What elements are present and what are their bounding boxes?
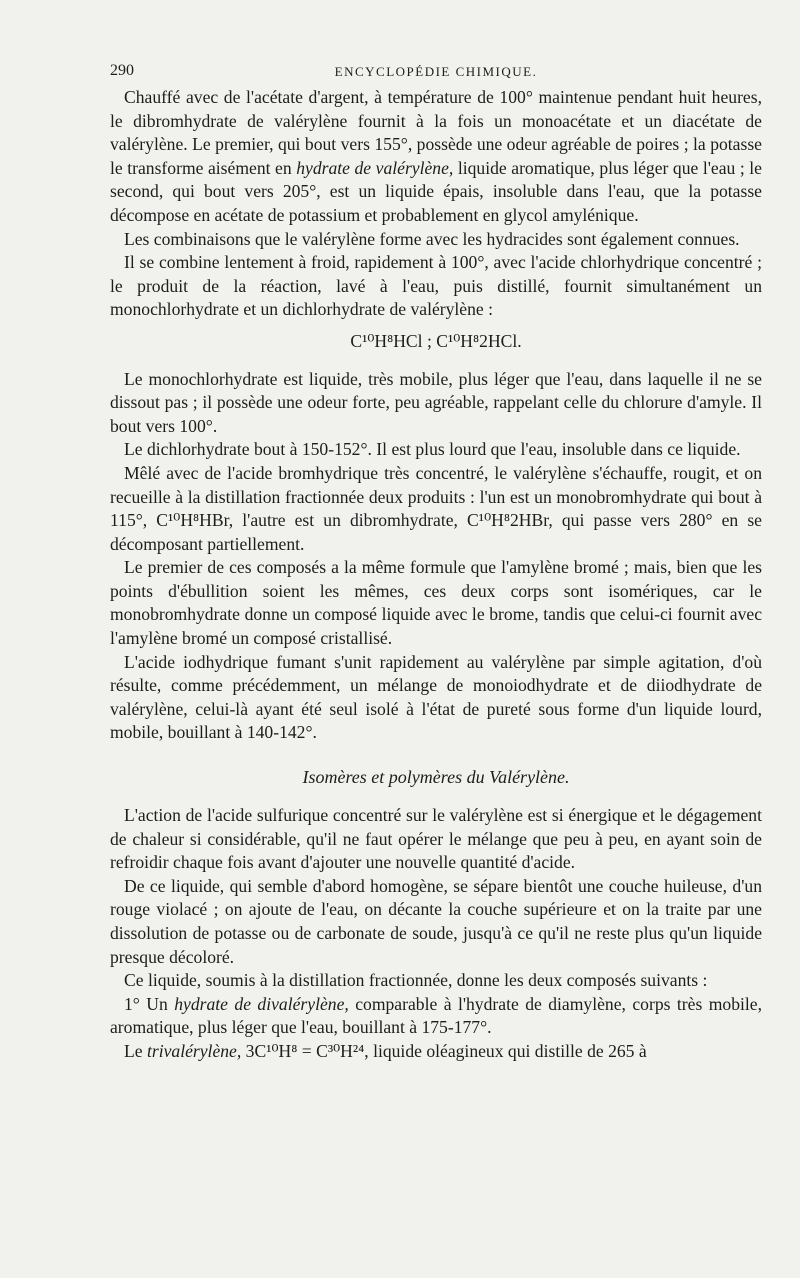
paragraph: Mêlé avec de l'acide bromhydrique très concentré, le valérylène s'échauffe, rougit, et on recueille à la distillation fractionnée deux produits : l'un est un monobromhydrate qui bout à 115°, C¹⁰H⁸HBr, l'autre est un dibromhydrate, C¹⁰H⁸2HBr, qui passe vers 280° en se décomposant partiellement. [110, 462, 762, 554]
formula: C¹⁰H⁸HCl ; C¹⁰H⁸2HCl. [350, 330, 522, 351]
paragraph: Le premier de ces composés a la même formule que l'amylène bromé ; mais, bien que les points d'ébullition soient les mêmes, ces deux corps sont isomériques, car le monobromhydrate donne un composé liquide avec le brome, tandis que celui-ci fournit avec l'amylène bromé un composé cristallisé. [110, 557, 762, 649]
paragraph: Il se combine lentement à froid, rapidement à 100°, avec l'acide chlorhydrique concentré ; le produit de la réaction, lavé à l'eau, puis distillé, fournit simultanément un monochlorhydrate et un dichlorhydrate de valérylène : [110, 252, 762, 320]
paragraph: L'action de l'acide sulfurique concentré sur le valérylène est si énergique et le dégagement de chaleur si considérable, qu'il ne faut opérer le mélange que peu à peu, en ayant soin de refroidir chaque fois avant d'ajouter une nouvelle quantité d'acide. [110, 805, 762, 873]
page-number: 290 [110, 62, 134, 79]
header-title: ENCYCLOPÉDIE CHIMIQUE. [334, 64, 538, 79]
page [110, 62, 762, 1064]
paragraph: Le dichlorhydrate bout à 150-152°. Il est plus lourd que l'eau, insoluble dans ce liquide. [124, 439, 741, 460]
emphasis: trivalérylène, [146, 1040, 242, 1061]
paragraph: De ce liquide, qui semble d'abord homogène, se sépare bientôt une couche huileuse, d'un rouge violacé ; on ajoute de l'eau, on décante la couche supérieure et on la traite par une dissolution de potasse ou de carbonate de soude, jusqu'à ce qu'il ne reste plus qu'un liquide presque décoloré. [110, 875, 762, 967]
paragraph: Chauffé avec de l'acétate d'argent, à température de 100° maintenue pendant huit heures, le dibromhydrate de valérylène fournit à la fois un monoacétate et un diacétate de valérylène. Le premier, qui bout vers 155°, possède une odeur agréable de poires ; la potasse le transforme aisément en hydrate de valérylène, liquide aromatique, plus léger que l'eau ; le second, qui bout vers 205°, est un liquide épais, insoluble dans l'eau, que la potasse décompose en acétate de potassium et probablement en glycol amylénique. [110, 87, 762, 225]
paragraph: Les combinaisons que le valérylène forme avec les hydracides sont également connues. [124, 228, 740, 249]
paragraph: Le monochlorhydrate est liquide, très mobile, plus léger que l'eau, dans laquelle il ne se dissout pas ; il possède une odeur forte, peu agréable, rappelant celle du chlorure d'amyle. Il bout vers 100°. [110, 368, 762, 436]
paragraph: Ce liquide, soumis à la distillation fractionnée, donne les deux composés suivants : [124, 970, 708, 991]
paragraph: L'acide iodhydrique fumant s'unit rapidement au valérylène par simple agitation, d'où résulte, comme précédemment, un mélange de monoiodhydrate et de diiodhydrate de valérylène, celui-là ayant été seul isolé à l'état de pureté sous forme d'un liquide lourd, mobile, bouillant à 140-142°. [110, 651, 762, 743]
section-heading: Isomères et polymères du Valérylène. [302, 767, 570, 788]
emphasis: hydrate de divalérylène, [174, 993, 349, 1014]
paragraph: Le trivalérylène, 3C¹⁰H⁸ = C³⁰H²⁴, liquide oléagineux qui distille de 265 à [124, 1040, 647, 1061]
running-head [110, 62, 762, 86]
emphasis: hydrate de valérylène, [296, 157, 454, 178]
paragraph: 1° Un hydrate de divalérylène, comparable à l'hydrate de diamylène, corps très mobile, aromatique, plus léger que l'eau, bouillant à 175-177°. [110, 993, 762, 1038]
